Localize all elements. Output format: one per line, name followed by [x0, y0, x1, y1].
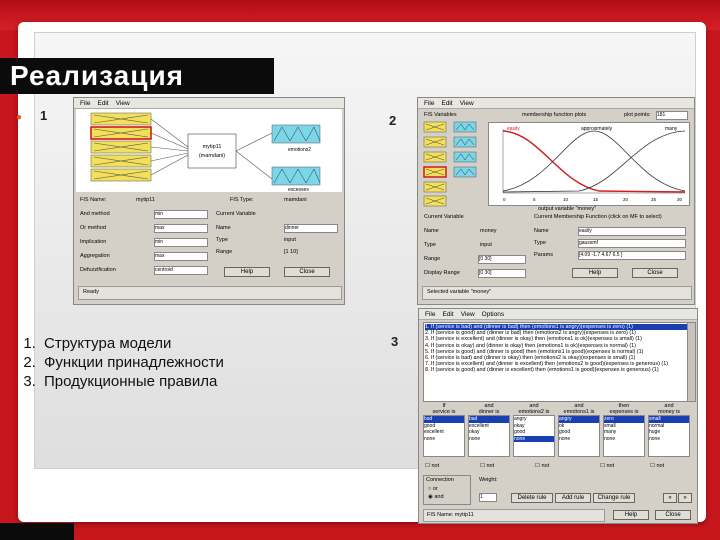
fis-name-value: mytip11 [136, 197, 155, 203]
rule-line[interactable]: 4. If (service is okay) and (dinner is okay) then (emotions1 is ok)(expenses is normal) (1) [425, 342, 636, 349]
column-item[interactable]: none [424, 435, 436, 442]
connection-label: Connection [426, 477, 454, 483]
mf-name-label: many [665, 126, 678, 132]
menu-file[interactable]: File [425, 310, 436, 318]
status-text: FIS Name: mytip11 [427, 512, 474, 518]
column-head: and [529, 403, 539, 409]
method-select[interactable]: max [154, 252, 208, 261]
display-range-input[interactable]: [0 30] [478, 269, 526, 278]
rule-columns [423, 403, 695, 471]
x-tick: 20 [623, 197, 629, 202]
x-tick: 5 [533, 197, 536, 202]
status-text: Ready [83, 289, 99, 295]
list-item: 1. Структура модели [40, 334, 224, 353]
fis-structure-diagram [76, 109, 342, 192]
menu-options[interactable]: Options [481, 310, 505, 318]
rule-line[interactable]: 6. If (service is bad) and (dinner is okay) then (emotions2 is okay)(expenses is small) (1) [425, 355, 636, 362]
column-listbox[interactable] [558, 415, 600, 457]
x-tick: 10 [563, 197, 569, 202]
column-listbox[interactable] [513, 415, 555, 457]
column-item[interactable]: none [514, 436, 554, 443]
rule-column [648, 403, 690, 457]
column-listbox[interactable] [603, 415, 645, 457]
rule-line[interactable]: 3. If (service is excellent) and (dinner is okay) then (emotions1 is ok)(expenses is small) (1) [425, 336, 642, 343]
bottom-black-bar [0, 523, 74, 540]
column-item[interactable]: none [604, 435, 616, 442]
current-mf-heading: Current Membership Function (click on MF to select) [534, 214, 662, 220]
menu-file[interactable]: File [424, 99, 435, 107]
variable-name-input[interactable]: dinner [284, 224, 338, 233]
rule-list-scrollbar[interactable] [687, 322, 696, 402]
mamdani-block [188, 134, 236, 168]
mf-variable-panel [422, 214, 528, 284]
column-item[interactable]: none [649, 435, 661, 442]
fis-diagram [76, 109, 342, 192]
mf-curve-easily [503, 131, 685, 192]
method-select[interactable]: min [154, 210, 208, 219]
fis-type-value: mamdani [284, 197, 307, 203]
column-item[interactable]: ok [559, 422, 565, 429]
x-tick: 15 [593, 197, 599, 202]
not-checkbox[interactable]: ☐ not [535, 463, 550, 469]
variable-label: Name [424, 228, 439, 234]
column-item[interactable]: small [604, 422, 616, 429]
fis-menubar [74, 98, 344, 109]
output-label: emotions2 [288, 147, 312, 153]
mf-label: Params [534, 252, 553, 258]
label-one: 1 [40, 108, 48, 123]
column-var: emotions2 is [518, 409, 550, 415]
rule-line[interactable]: 7. If (service is excellent) and (dinner is excellent) then (emotions2 is good)(expenses is generous) (1) [425, 361, 668, 368]
column-item[interactable]: okay [514, 422, 525, 429]
rule-column [603, 403, 645, 457]
column-listbox[interactable] [648, 415, 690, 457]
column-head: and [484, 403, 494, 409]
column-var: money is [657, 409, 680, 415]
column-var: service is [432, 409, 456, 415]
status-bar [78, 286, 342, 300]
menu-view[interactable]: View [115, 99, 130, 107]
column-item[interactable]: good [559, 429, 571, 435]
list-item: 3. Продукционные правила [40, 372, 224, 391]
variable-label: Range [424, 256, 441, 262]
x-tick: 25 [651, 197, 657, 202]
center-label: mytip11 [202, 144, 222, 150]
menu-edit[interactable]: Edit [442, 310, 454, 318]
weight-label: Weight: [479, 477, 498, 483]
help-button[interactable]: Help [613, 510, 649, 520]
column-item[interactable]: zero [604, 416, 644, 423]
close-button[interactable]: Close [632, 268, 678, 278]
help-button[interactable]: Help [572, 268, 618, 278]
menu-file[interactable]: File [80, 99, 91, 107]
mf-params-input[interactable]: [4.09 -1.7 4.67 6.5 ] [578, 251, 686, 260]
rule-column [558, 403, 600, 457]
not-checkbox[interactable]: ☐ not [650, 463, 665, 469]
rule-column [468, 403, 510, 457]
mf-label: Type [534, 240, 546, 246]
status-bar [422, 286, 692, 300]
variable-range-value: [1 10] [284, 249, 298, 255]
close-button[interactable]: Close [284, 267, 330, 277]
connection-group [423, 475, 471, 505]
change-rule-button[interactable]: Change rule [593, 493, 635, 503]
column-item[interactable]: excellent [469, 422, 489, 429]
scroll-left-button[interactable]: « [663, 493, 677, 503]
mf-label: Name [534, 228, 549, 234]
output-block [272, 125, 320, 143]
column-var: expenses is [609, 409, 639, 415]
menu-view[interactable]: View [460, 310, 475, 318]
mf-plot [488, 122, 690, 206]
mf-panel [532, 214, 690, 284]
menu-edit[interactable]: Edit [97, 99, 109, 107]
output-label: excesses [288, 187, 309, 192]
current-variable-heading: Current Variable [424, 214, 464, 220]
or-radio[interactable]: ○ or [428, 486, 438, 492]
column-item[interactable]: good [424, 422, 436, 429]
method-label: Aggregation [80, 253, 110, 259]
status-text: Selected variable "money" [427, 289, 492, 295]
variable-label: Range [216, 249, 233, 255]
mf-plots-label: membership function plots [522, 112, 587, 118]
column-item[interactable]: normal [649, 422, 665, 429]
weight-input[interactable]: 1 [479, 493, 497, 502]
column-head: then [618, 403, 630, 409]
mf-name-label: easily [507, 126, 520, 132]
column-item[interactable]: okay [469, 429, 480, 435]
column-head: and [574, 403, 584, 409]
fis-type-label: FIS Type: [230, 197, 254, 203]
mf-curve-many [503, 131, 685, 192]
column-item[interactable]: excellent [424, 429, 444, 435]
implementation-list [12, 334, 224, 391]
fis-variables-label: FIS Variables [424, 112, 457, 118]
menu-edit[interactable]: Edit [441, 99, 453, 107]
column-item[interactable]: angry [559, 416, 599, 423]
not-checkbox[interactable]: ☐ not [600, 463, 615, 469]
fis-editor-window [73, 97, 345, 305]
variable-name-value: money [480, 228, 497, 234]
slide-title: Реализация [10, 60, 185, 91]
mf-editor-window [417, 97, 695, 305]
method-select[interactable]: centroid [154, 266, 208, 275]
variable-type-value: input [480, 242, 492, 248]
column-head: If [442, 403, 446, 409]
method-panel [78, 209, 212, 283]
column-item[interactable]: bad [469, 416, 509, 423]
status-bar [423, 509, 605, 522]
method-select[interactable]: max [154, 224, 208, 233]
label-three: 3 [391, 334, 399, 349]
scroll-right-button[interactable]: » [678, 493, 692, 503]
variable-label: Display Range [424, 270, 460, 276]
column-head: and [664, 403, 674, 409]
column-var: emotions1 is [563, 409, 595, 415]
menu-view[interactable]: View [459, 99, 474, 107]
column-listbox[interactable] [468, 415, 510, 457]
center-sub: (mamdani) [198, 153, 226, 159]
plot-points-input[interactable]: 181 [656, 111, 688, 120]
fis-name-label: FIS Name: [80, 197, 107, 203]
variable-label: Type [216, 237, 228, 243]
column-item[interactable]: good [514, 429, 526, 435]
column-item[interactable]: angry [514, 416, 527, 422]
rule-menubar [419, 309, 697, 320]
method-label: Defuzzification [80, 267, 116, 273]
mf-type-select[interactable]: gaussmf [578, 239, 686, 248]
variable-type-value: input [284, 237, 296, 243]
rule-column [513, 403, 555, 457]
method-label: Or method [80, 225, 106, 231]
current-variable-heading: Current Variable [216, 211, 256, 217]
column-var: dinner is [478, 409, 500, 415]
rule-line[interactable]: 2. If (service is good) and (dinner is bad) then (emotions2 is angry)(expenses is zero) (1) [425, 330, 636, 337]
mf-name-input[interactable]: easily [578, 227, 686, 236]
help-button[interactable]: Help [224, 267, 270, 277]
delete-rule-button[interactable]: Delete rule [511, 493, 553, 503]
column-item[interactable]: small [649, 416, 689, 423]
rule-column [423, 403, 465, 457]
close-button[interactable]: Close [655, 510, 691, 520]
rule-line[interactable]: 1. If (service is bad) and (dinner is bad) then (emotions1 is angry)(expenses is zero) (1) [425, 324, 687, 330]
not-checkbox[interactable]: ☐ not [480, 463, 495, 469]
variable-label: Type [424, 242, 436, 248]
rule-line[interactable]: 8. If (service is good) and (dinner is excellent) then (emotions1 is good)(expenses is generous) (1) [425, 367, 659, 374]
x-tick: 30 [677, 197, 683, 202]
list-item: 2. Функции принадлежности [40, 353, 224, 372]
rule-line[interactable]: 5. If (service is good) and (dinner is good) then (emotions1 is good)(expenses is normal) (1) [425, 348, 644, 355]
plot-points-label: plot points: [624, 112, 651, 118]
column-item[interactable]: none [559, 435, 571, 442]
method-select[interactable]: min [154, 238, 208, 247]
add-rule-button[interactable]: Add rule [555, 493, 591, 503]
column-listbox[interactable] [423, 415, 465, 457]
and-radio[interactable]: ◉ and [428, 494, 444, 500]
rule-list[interactable] [423, 322, 689, 402]
range-input[interactable]: [0 30] [478, 255, 526, 264]
rule-editor-window [418, 308, 698, 524]
column-item[interactable]: huge [649, 429, 661, 435]
output-block [272, 167, 320, 185]
mf-curve-approximately [503, 131, 685, 191]
mf-menubar [418, 98, 694, 109]
label-two: 2 [389, 113, 397, 128]
x-tick: 0 [503, 197, 506, 202]
bullet-icon: ● [16, 112, 23, 123]
mf-name-label: approximately [581, 126, 613, 132]
method-label: Implication [80, 239, 107, 245]
not-checkbox[interactable]: ☐ not [425, 463, 440, 469]
variable-icons [422, 120, 452, 210]
column-item[interactable]: bad [424, 416, 464, 423]
method-label: And method [80, 211, 110, 217]
column-item[interactable]: none [469, 435, 481, 442]
not-row [425, 463, 695, 473]
variable-panel [214, 209, 340, 283]
column-item[interactable]: many [604, 429, 617, 435]
mf-curves [489, 123, 689, 205]
variable-label: Name [216, 225, 231, 231]
output-variable-label: output variable "money" [538, 206, 597, 212]
